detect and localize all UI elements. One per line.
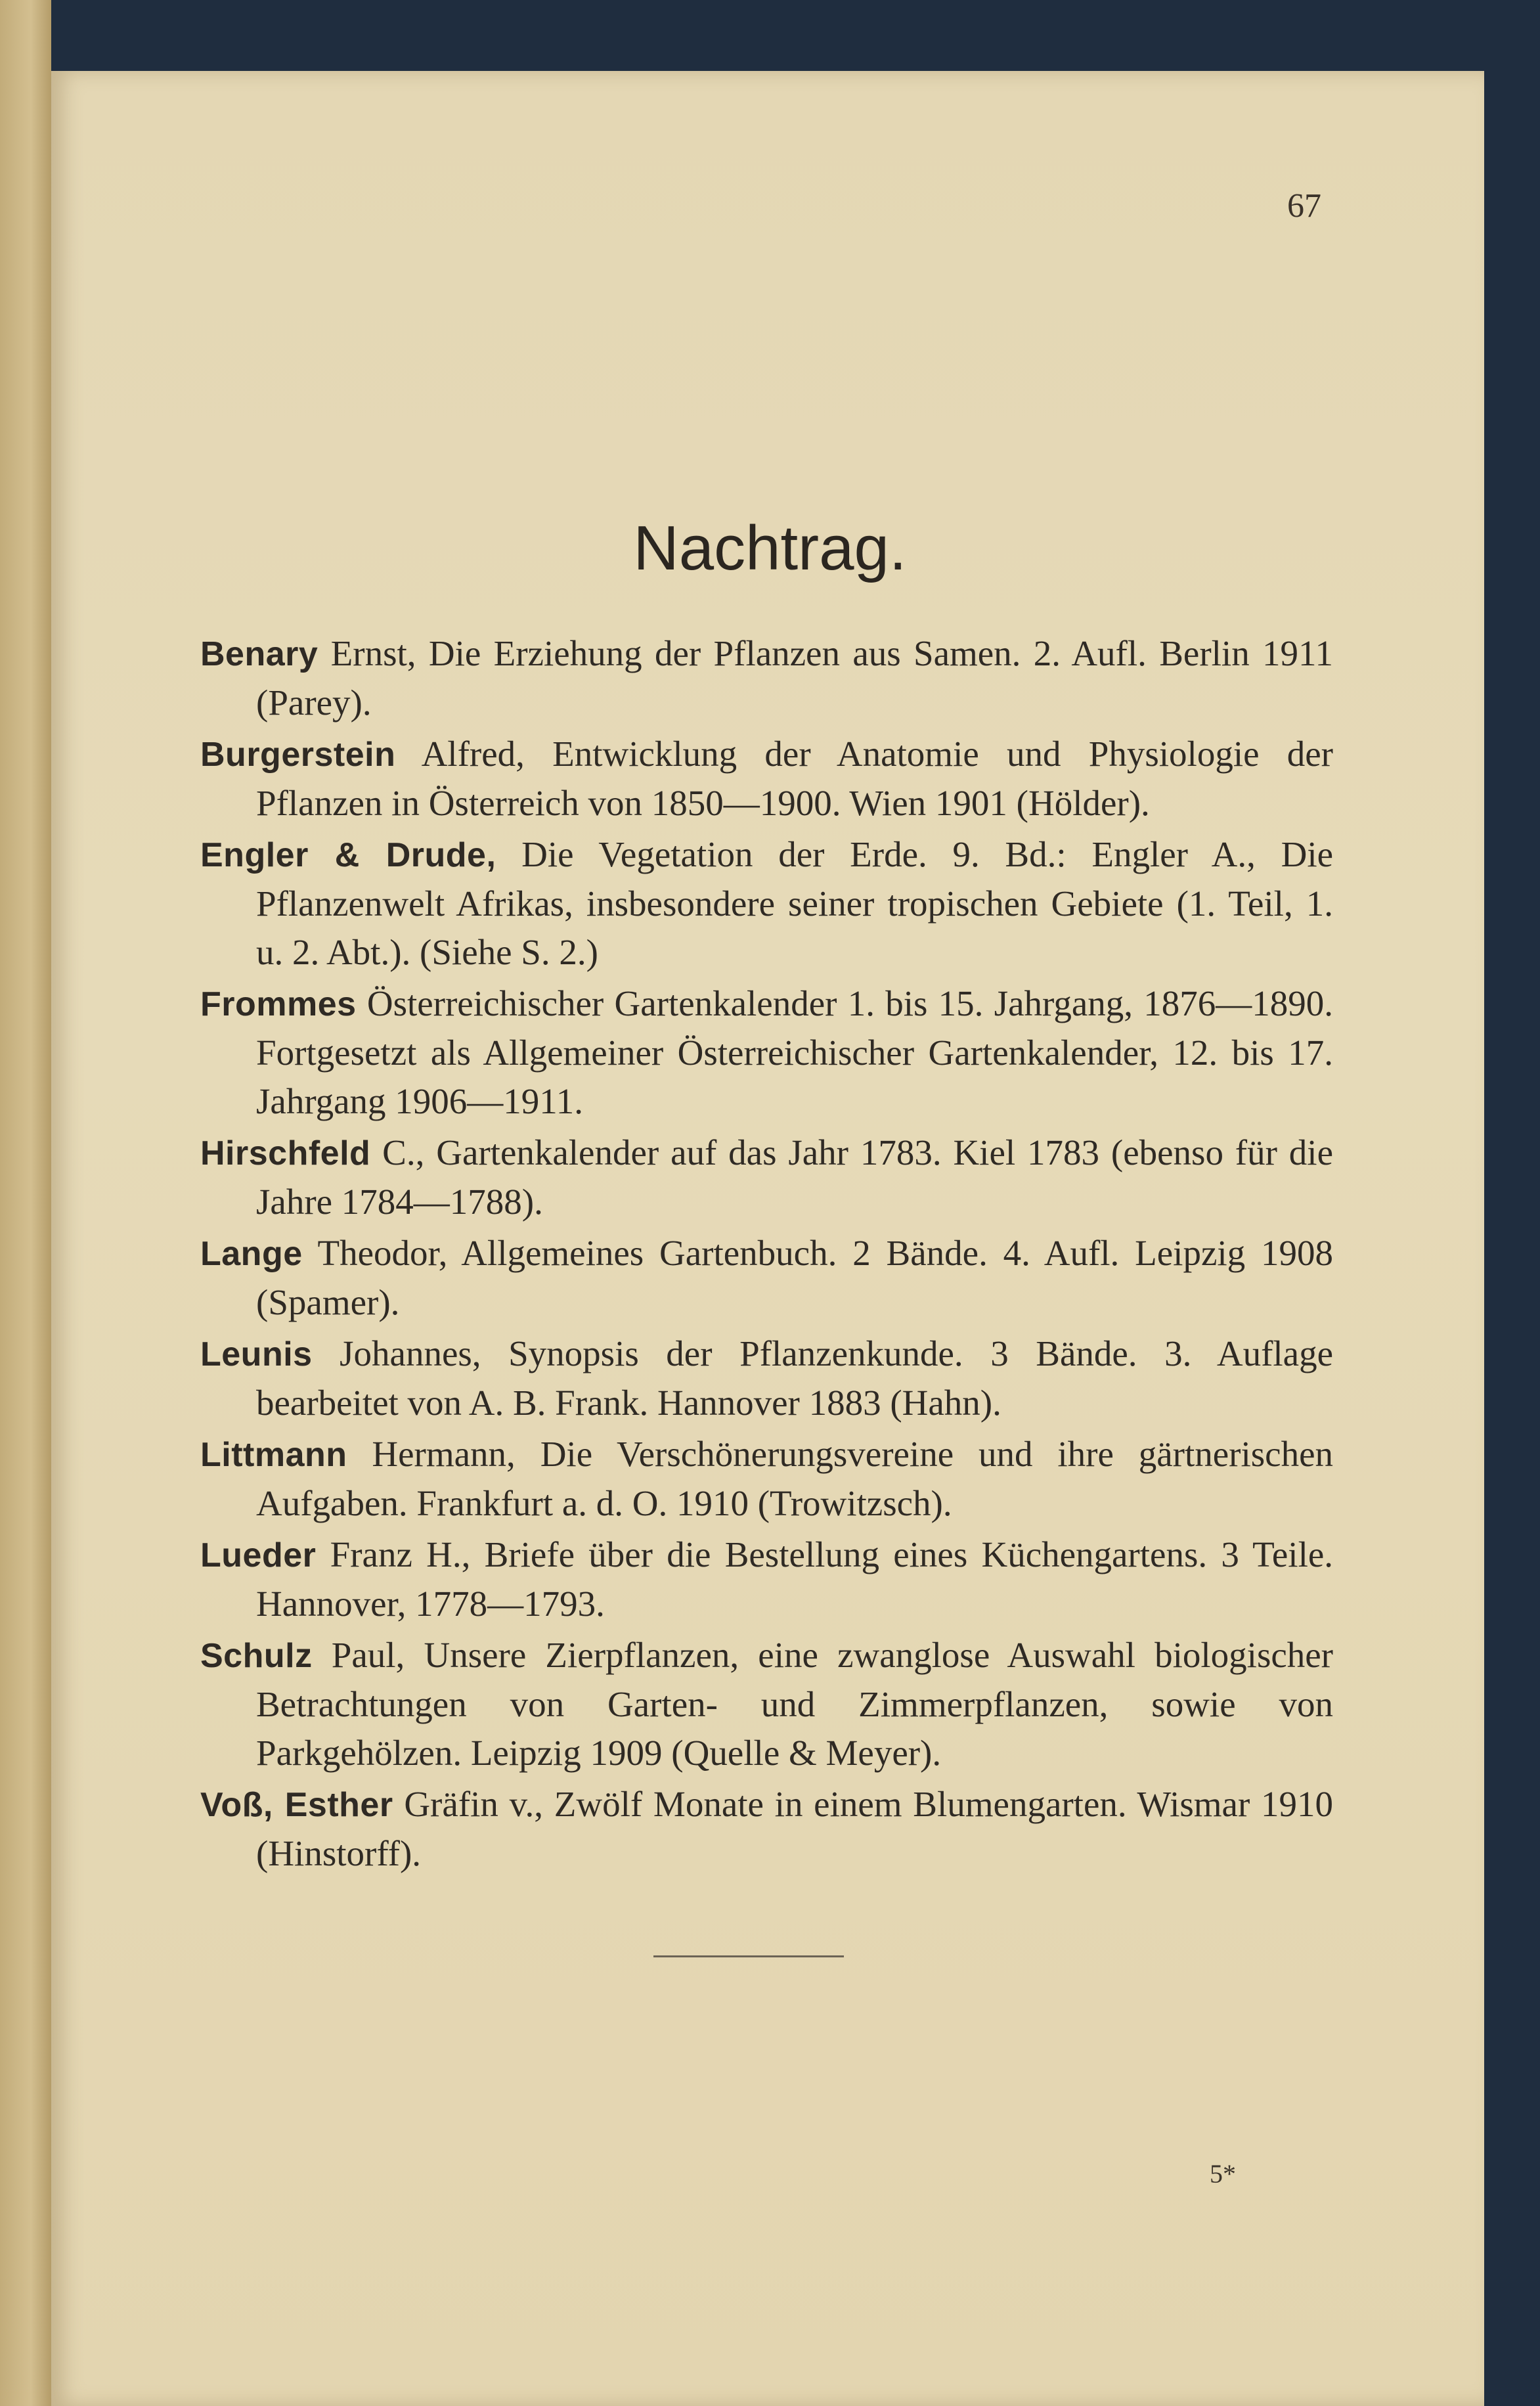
entry-text: C., Gartenkalender auf das Jahr 1783. Kiel 1783 (ebenso für die Jahre 1784—1788). (256, 1132, 1334, 1222)
bibliography-entry (200, 629, 1333, 727)
bibliography-list (200, 629, 1333, 1881)
section-divider (653, 1955, 844, 1957)
entry-author: Lueder (200, 1536, 317, 1574)
entry-text: Gräfin v., Zwölf Monate in einem Blumengarten. Wismar 1910 (Hinstorff). (256, 1784, 1334, 1873)
entry-text: Hermann, Die Verschönerungsvereine und ihre gärtnerischen Aufgaben. Frankfurt a. d. O. 1910 (Trowitzsch). (256, 1434, 1334, 1523)
sheet-signature: 5* (1210, 2159, 1236, 2189)
bibliography-entry (200, 979, 1333, 1126)
entry-author: Burgerstein (200, 736, 396, 774)
entry-author: Benary (200, 635, 319, 673)
entry-text: Die Vegetation der Erde. 9. Bd.: Engler A., Die Pflanzenwelt Afrikas, insbesondere seiner tropischen Gebiete (1. Teil, 1. u. 2. Abt.). (Siehe S. 2.) (256, 834, 1334, 972)
adjacent-page-edge (0, 0, 51, 2406)
entry-author: Hirschfeld (200, 1134, 371, 1172)
entry-author: Littmann (200, 1436, 347, 1474)
entry-text: Paul, Unsere Zierpflanzen, eine zwanglose Auswahl biologischer Betrachtungen von Garten- und Zimmerpflanzen, sowie von Parkgehölzen. Leipzig 1909 (Quelle & Meyer). (256, 1635, 1333, 1773)
entry-author: Voß, Esther (200, 1786, 393, 1824)
bibliography-entry (200, 1780, 1333, 1878)
entry-author: Frommes (200, 985, 357, 1023)
bibliography-entry (200, 1128, 1333, 1226)
bibliography-entry (200, 830, 1333, 977)
entry-author: Leunis (200, 1335, 313, 1373)
page-number: 67 (1287, 187, 1321, 225)
bibliography-entry (200, 730, 1333, 828)
bibliography-entry (200, 1530, 1333, 1628)
entry-text: Österreichischer Gartenkalender 1. bis 15. Jahrgang, 1876—1890. Fortgesetzt als Allgemeiner Österreichischer Gartenkalender, 12. bis 17. Jahrgang 1906—1911. (256, 983, 1334, 1121)
bibliography-entry (200, 1430, 1333, 1528)
entry-text: Ernst, Die Erziehung der Pflanzen aus Samen. 2. Aufl. Berlin 1911 (Parey). (256, 633, 1334, 723)
entry-author: Schulz (200, 1637, 313, 1675)
entry-author: Lange (200, 1235, 303, 1273)
entry-text: Alfred, Entwicklung der Anatomie und Physiologie der Pflanzen in Österreich von 1850—1900. Wien 1901 (Hölder). (256, 734, 1333, 823)
entry-text: Theodor, Allgemeines Gartenbuch. 2 Bände. 4. Aufl. Leipzig 1908 (Spamer). (256, 1233, 1333, 1322)
entry-text: Franz H., Briefe über die Bestellung eines Küchengartens. 3 Teile. Hannover, 1778—1793. (256, 1534, 1334, 1624)
page-title: Nachtrag. (633, 513, 907, 583)
entry-text: Johannes, Synopsis der Pflanzenkunde. 3 Bände. 3. Auflage bearbeitet von A. B. Frank. Hannover 1883 (Hahn). (256, 1333, 1334, 1423)
bibliography-entry (200, 1631, 1333, 1777)
bibliography-entry (200, 1329, 1333, 1427)
bibliography-entry (200, 1229, 1333, 1327)
entry-author: Engler & Drude, (200, 836, 496, 874)
